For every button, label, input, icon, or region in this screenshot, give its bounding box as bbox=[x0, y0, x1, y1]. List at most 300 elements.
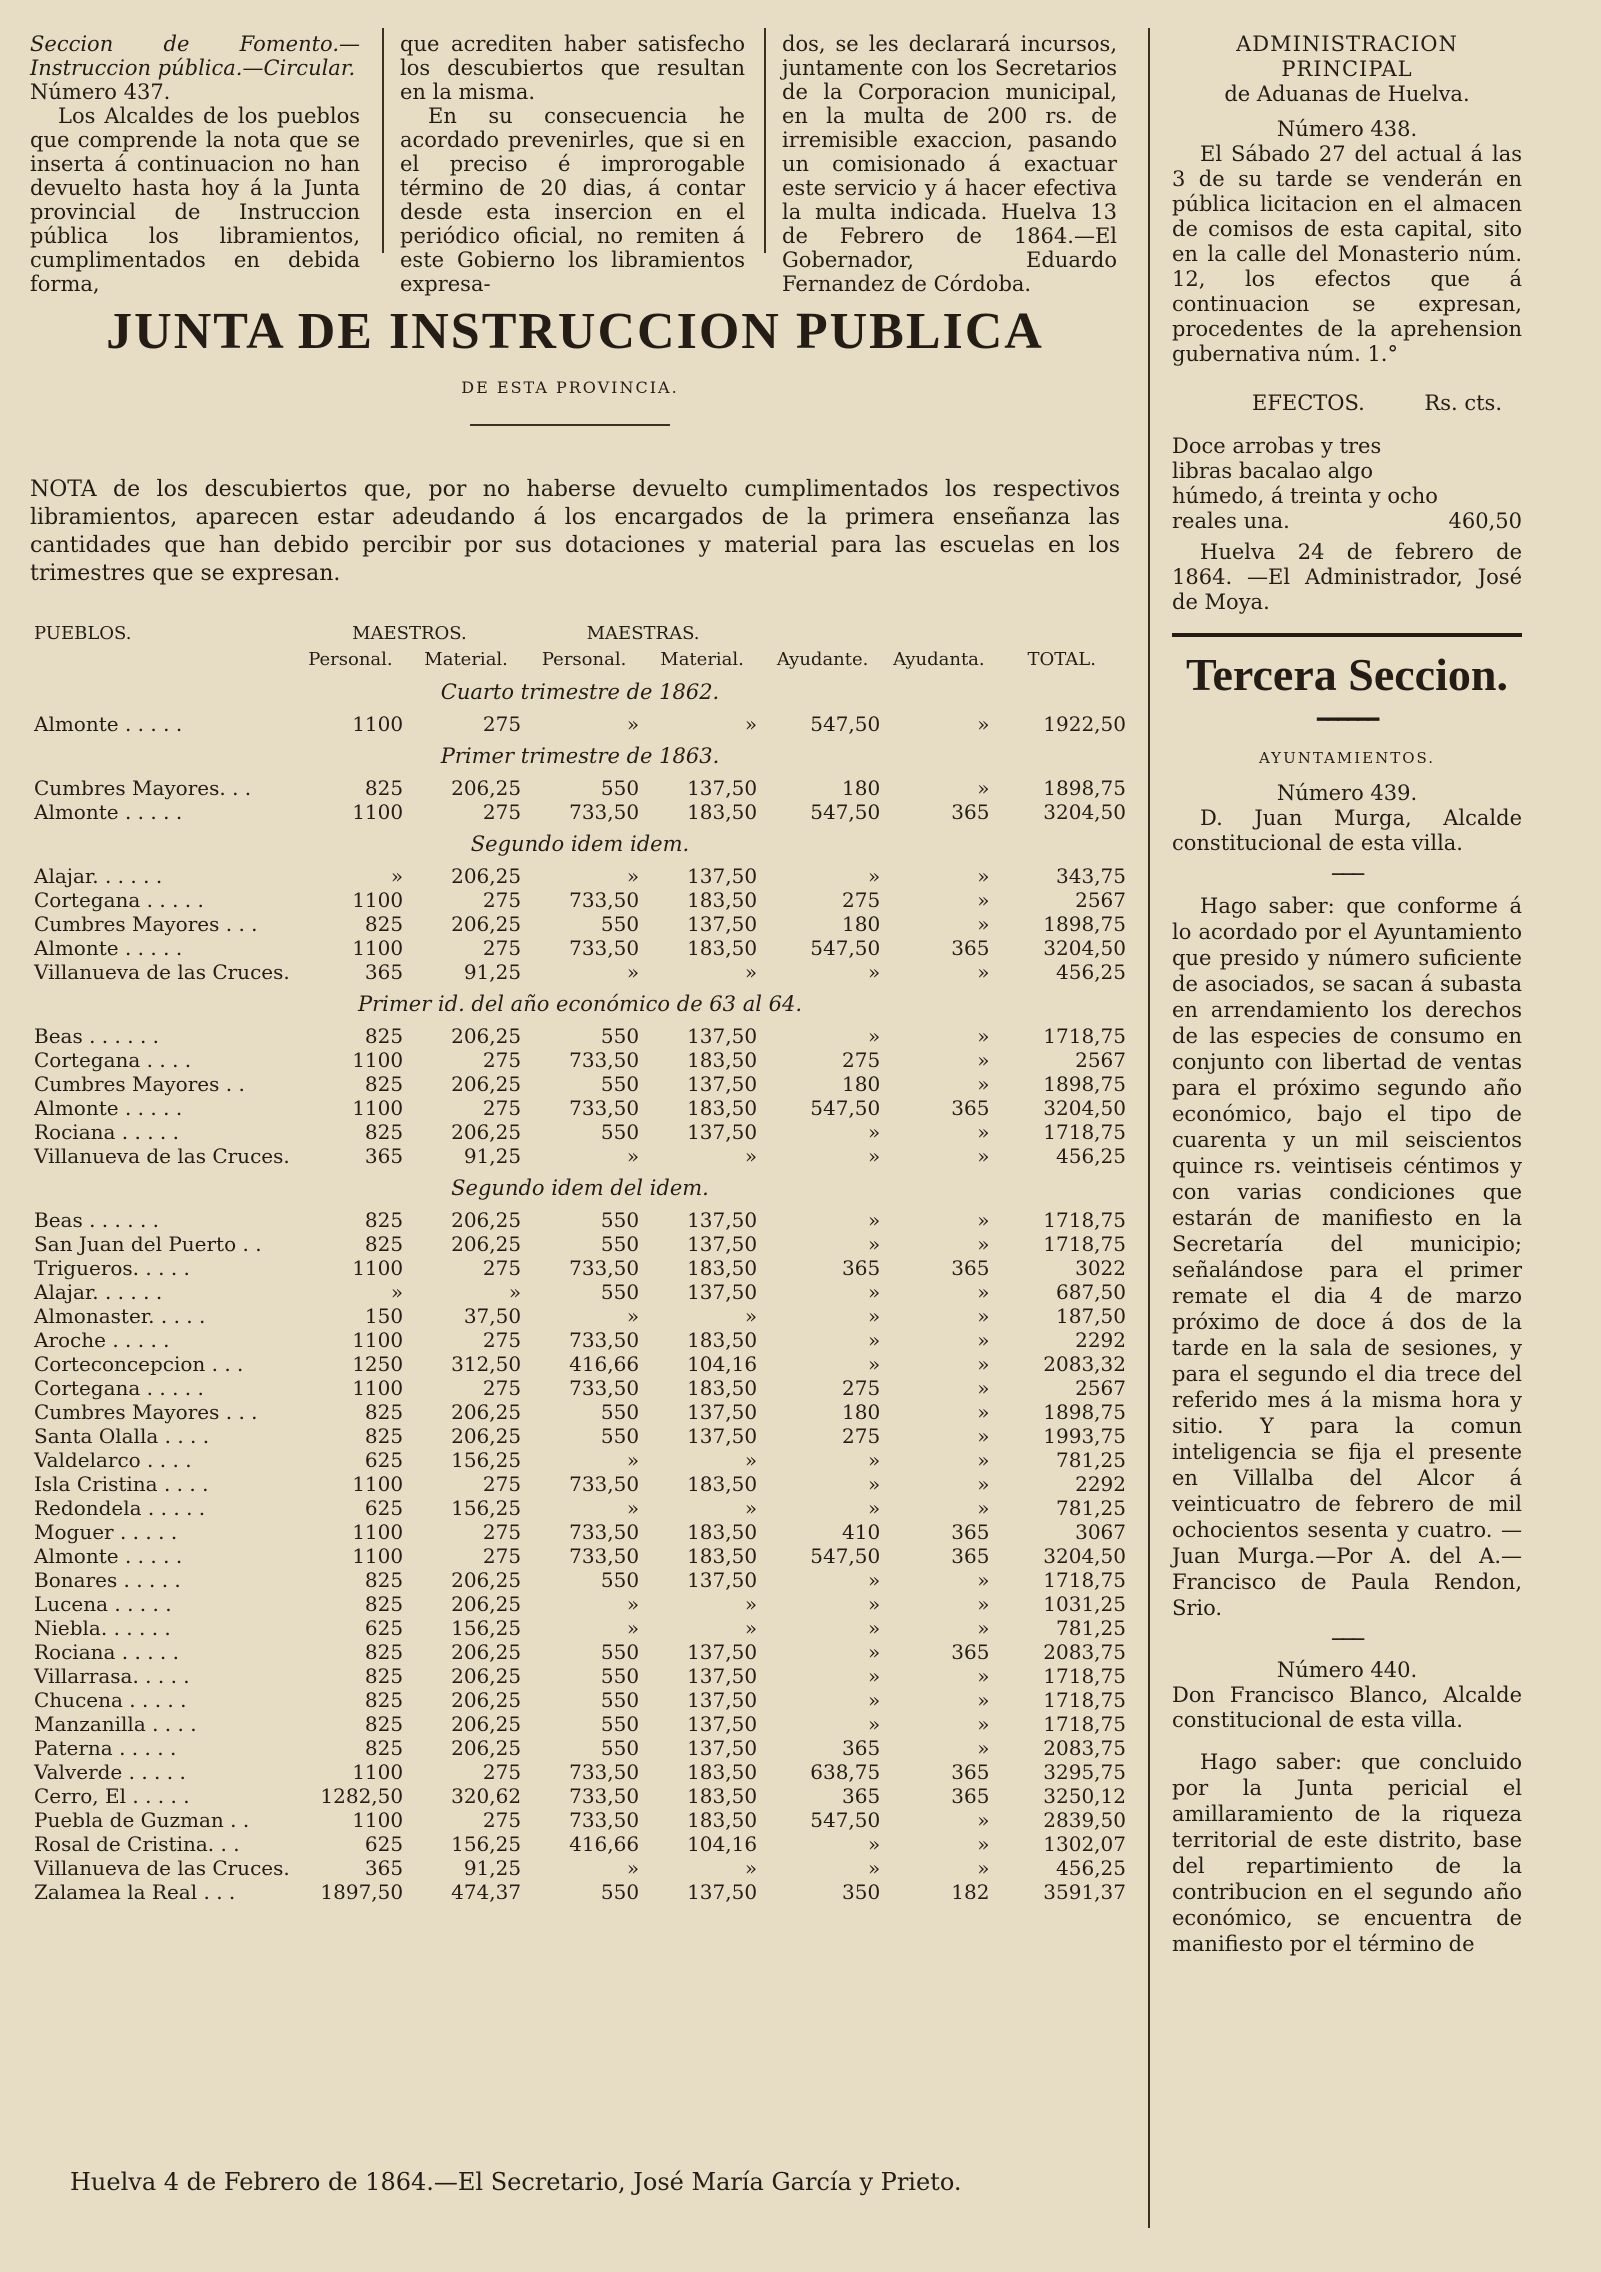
table-row bbox=[30, 1048, 1130, 1072]
table-row bbox=[30, 1520, 1130, 1544]
pueblo-cell: Valdelarco . . . . bbox=[34, 1448, 192, 1472]
pueblo-cell: Corteconcepcion . . . bbox=[34, 1352, 244, 1376]
pueblo-cell: Almonte . . . . . bbox=[34, 712, 183, 736]
value-cell: 183,50 bbox=[687, 1328, 758, 1352]
value-cell: 206,25 bbox=[451, 1736, 522, 1760]
value-cell: 275 bbox=[482, 1808, 522, 1832]
header-total: TOTAL. bbox=[1027, 648, 1096, 670]
value-cell: 625 bbox=[364, 1832, 404, 1856]
value-cell: » bbox=[977, 864, 990, 888]
pueblo-cell: Aroche . . . . . bbox=[34, 1328, 170, 1352]
header-pueblos: PUEBLOS. bbox=[34, 622, 132, 644]
value-cell: 206,25 bbox=[451, 1664, 522, 1688]
value-cell: » bbox=[626, 1592, 640, 1616]
value-cell: » bbox=[867, 1640, 881, 1664]
table-row bbox=[30, 1328, 1130, 1352]
value-cell: 1100 bbox=[352, 1808, 404, 1832]
value-cell: » bbox=[744, 1304, 758, 1328]
pueblo-cell: Chucena . . . . . bbox=[34, 1688, 187, 1712]
value-cell: 456,25 bbox=[1056, 1144, 1126, 1168]
value-cell: 1898,75 bbox=[1043, 912, 1126, 936]
value-cell: » bbox=[977, 1688, 990, 1712]
value-cell: 733,50 bbox=[569, 1256, 640, 1280]
value-cell: 1718,75 bbox=[1043, 1120, 1126, 1144]
efecto-value: 460,50 bbox=[1448, 509, 1522, 533]
value-cell: 365 bbox=[842, 1256, 881, 1280]
value-cell: 638,75 bbox=[810, 1760, 881, 1784]
value-cell: 733,50 bbox=[569, 1096, 640, 1120]
value-cell: 781,25 bbox=[1056, 1616, 1126, 1640]
descubiertos-table bbox=[30, 620, 1130, 1904]
table-row bbox=[30, 1208, 1130, 1232]
value-cell: 365 bbox=[951, 1640, 990, 1664]
value-cell: » bbox=[626, 1616, 640, 1640]
value-cell: 733,50 bbox=[569, 888, 640, 912]
value-cell: 1718,75 bbox=[1043, 1688, 1126, 1712]
value-cell: 825 bbox=[364, 1072, 404, 1096]
value-cell: » bbox=[977, 1664, 990, 1688]
table-row bbox=[30, 1400, 1130, 1424]
value-cell: 825 bbox=[364, 1208, 404, 1232]
pueblo-cell: Isla Cristina . . . . bbox=[34, 1472, 209, 1496]
circular-heading: Seccion de Fomento.—Instruccion pública.—Circular. bbox=[30, 32, 360, 80]
value-cell: 183,50 bbox=[687, 1096, 758, 1120]
value-cell: 206,25 bbox=[451, 1024, 522, 1048]
value-cell: 365 bbox=[951, 1096, 990, 1120]
value-cell: » bbox=[867, 1232, 881, 1256]
pueblo-cell: Cortegana . . . . bbox=[34, 1048, 192, 1072]
value-cell: 410 bbox=[842, 1520, 881, 1544]
header-row-columns bbox=[30, 646, 1130, 672]
value-cell: 183,50 bbox=[687, 1256, 758, 1280]
pueblo-cell: Villanueva de las Cruces. bbox=[34, 1144, 290, 1168]
value-cell: 2567 bbox=[1075, 888, 1126, 912]
value-cell: » bbox=[977, 1808, 990, 1832]
table-row bbox=[30, 1640, 1130, 1664]
value-cell: 1100 bbox=[352, 936, 404, 960]
value-cell: 137,50 bbox=[687, 1280, 758, 1304]
value-cell: 183,50 bbox=[687, 800, 758, 824]
value-cell: 825 bbox=[364, 1400, 404, 1424]
value-cell: 733,50 bbox=[569, 1472, 640, 1496]
value-cell: 733,50 bbox=[569, 1544, 640, 1568]
value-cell: » bbox=[977, 912, 990, 936]
period-title: Segundo idem del idem. bbox=[451, 1176, 709, 1200]
value-cell: 275 bbox=[842, 1048, 881, 1072]
value-cell: » bbox=[390, 1280, 404, 1304]
value-cell: 825 bbox=[364, 1664, 404, 1688]
circular-body-3: dos, se les declarará incursos, juntamente con los Secretarios de la Corporacion municipal, en la multa de 200 rs. de irremisible exaccion, pasando un comisionado á exactuar este servicio y á hacer efectiva la multa indicada. Huelva 13 de Febrero de 1864.—El Gobernador, Eduardo Fernandez de Córdoba. bbox=[782, 32, 1117, 296]
value-cell: 1100 bbox=[352, 1472, 404, 1496]
value-cell: 1100 bbox=[352, 800, 404, 824]
table-row bbox=[30, 1832, 1130, 1856]
value-cell: 550 bbox=[600, 1280, 640, 1304]
value-cell: 550 bbox=[600, 1568, 640, 1592]
circular-body-1: Los Alcaldes de los pueblos que comprende la nota que se inserta á continuacion no han devuelto hasta hoy á la Junta provincial de Instruccion pública los libramientos, cumplimentados en debida forma, bbox=[30, 104, 360, 296]
admin-title: ADMINISTRACION PRINCIPAL bbox=[1236, 32, 1458, 81]
value-cell: 206,25 bbox=[451, 1072, 522, 1096]
value-cell: 343,75 bbox=[1056, 864, 1126, 888]
value-cell: 456,25 bbox=[1056, 960, 1126, 984]
pueblo-cell: Redondela . . . . . bbox=[34, 1496, 206, 1520]
value-cell: 733,50 bbox=[569, 1784, 640, 1808]
value-cell: » bbox=[626, 1304, 640, 1328]
table-row bbox=[30, 912, 1130, 936]
value-cell: 137,50 bbox=[687, 1880, 758, 1904]
period-title: Primer id. del año económico de 63 al 64. bbox=[357, 992, 803, 1016]
circular-body-2a: que acrediten haber satisfecho los descubiertos que resultan en la misma. bbox=[400, 32, 745, 104]
value-cell: 183,50 bbox=[687, 1784, 758, 1808]
pueblo-cell: Almonaster. . . . . bbox=[34, 1304, 206, 1328]
header-personal-maestros: Personal. bbox=[308, 648, 393, 670]
value-cell: 1100 bbox=[352, 1048, 404, 1072]
value-cell: 365 bbox=[951, 1760, 990, 1784]
value-cell: » bbox=[626, 1856, 640, 1880]
value-cell: 1718,75 bbox=[1043, 1664, 1126, 1688]
value-cell: » bbox=[744, 1592, 758, 1616]
section-title: Tercera Seccion. bbox=[1186, 649, 1508, 700]
value-cell: » bbox=[390, 864, 404, 888]
value-cell: » bbox=[626, 1144, 640, 1168]
value-cell: 550 bbox=[600, 1120, 640, 1144]
value-cell: » bbox=[744, 1496, 758, 1520]
value-cell: » bbox=[867, 1568, 881, 1592]
value-cell: 365 bbox=[951, 936, 990, 960]
value-cell: 547,50 bbox=[810, 1096, 881, 1120]
value-cell: 137,50 bbox=[687, 776, 758, 800]
value-cell: 550 bbox=[600, 1024, 640, 1048]
period-row bbox=[30, 672, 1130, 712]
value-cell: 275 bbox=[842, 1376, 881, 1400]
pueblo-cell: Alajar. . . . . . bbox=[34, 1280, 163, 1304]
pueblo-cell: Lucena . . . . . bbox=[34, 1592, 172, 1616]
table-row bbox=[30, 1712, 1130, 1736]
value-cell: » bbox=[744, 1856, 758, 1880]
table-row bbox=[30, 1352, 1130, 1376]
pueblo-cell: Rosal de Cristina. . . bbox=[34, 1832, 240, 1856]
table-row bbox=[30, 960, 1130, 984]
value-cell: 365 bbox=[951, 1544, 990, 1568]
value-cell: 2292 bbox=[1075, 1472, 1126, 1496]
table-row bbox=[30, 776, 1130, 800]
value-cell: 275 bbox=[482, 1544, 522, 1568]
value-cell: 137,50 bbox=[687, 912, 758, 936]
value-cell: » bbox=[977, 1424, 990, 1448]
value-cell: 137,50 bbox=[687, 1688, 758, 1712]
header-maestras: MAESTRAS. bbox=[586, 622, 700, 644]
table-row bbox=[30, 1736, 1130, 1760]
value-cell: 91,25 bbox=[463, 960, 522, 984]
value-cell: » bbox=[977, 712, 990, 736]
value-cell: 137,50 bbox=[687, 1208, 758, 1232]
pueblo-cell: Almonte . . . . . bbox=[34, 1096, 183, 1120]
value-cell: 550 bbox=[600, 1664, 640, 1688]
value-cell: » bbox=[867, 1024, 881, 1048]
value-cell: » bbox=[867, 1120, 881, 1144]
value-cell: 183,50 bbox=[687, 1808, 758, 1832]
pueblo-cell: Almonte . . . . . bbox=[34, 1544, 183, 1568]
value-cell: 91,25 bbox=[463, 1144, 522, 1168]
value-cell: 104,16 bbox=[687, 1352, 758, 1376]
value-cell: 1898,75 bbox=[1043, 776, 1126, 800]
murga-body: Hago saber: que conforme á lo acordado por el Ayuntamiento que presido y número suficiente de asociados, se sacan á subasta en arrendamiento los derechos de las especies de consumo en conjunto con libertad de ventas para el próximo segundo año económico, bajo el tipo de cuarenta y un mil seiscientos quince rs. veintiseis céntimos y con varias condiciones que estarán de manifiesto en la Secretaría del municipio; señalándose para el primer remate el dia 4 de marzo próximo de doce á dos de la tarde en la sala de sesiones, y para el segundo el dia trece del referido mes á la misma hora y sitio. Y para la comun inteligencia se fija el presente en Villalba del Alcor á veinticuatro de febrero de mil ochocientos sesenta y cuatro. —Juan Murga.—Por A. del A.—Francisco de Paula Rendon, Srio. bbox=[1172, 894, 1522, 1620]
value-cell: 156,25 bbox=[451, 1448, 522, 1472]
pueblo-cell: Almonte . . . . . bbox=[34, 936, 183, 960]
value-cell: 156,25 bbox=[451, 1496, 522, 1520]
value-cell: 137,50 bbox=[687, 1640, 758, 1664]
value-cell: 825 bbox=[364, 1688, 404, 1712]
value-cell: 180 bbox=[842, 1400, 881, 1424]
value-cell: » bbox=[977, 1072, 990, 1096]
table-row bbox=[30, 1664, 1130, 1688]
value-cell: 187,50 bbox=[1056, 1304, 1126, 1328]
value-cell: 137,50 bbox=[687, 1024, 758, 1048]
table-row bbox=[30, 1448, 1130, 1472]
value-cell: 365 bbox=[951, 800, 990, 824]
value-cell: » bbox=[977, 888, 990, 912]
junta-title: JUNTA DE INSTRUCCION PUBLICA bbox=[106, 303, 1044, 360]
value-cell: 137,50 bbox=[687, 1120, 758, 1144]
value-cell: » bbox=[977, 1328, 990, 1352]
value-cell: 206,25 bbox=[451, 1120, 522, 1144]
value-cell: 183,50 bbox=[687, 1544, 758, 1568]
pueblo-cell: Almonte . . . . . bbox=[34, 800, 183, 824]
number-440: Número 440. bbox=[1276, 1658, 1418, 1682]
value-cell: 1100 bbox=[352, 1520, 404, 1544]
value-cell: 365 bbox=[842, 1784, 881, 1808]
circular-number: Número 437. bbox=[30, 80, 171, 104]
header-personal-maestras: Personal. bbox=[541, 648, 627, 670]
value-cell: 825 bbox=[364, 776, 404, 800]
period-title: Primer trimestre de 1863. bbox=[440, 744, 720, 768]
value-cell: » bbox=[867, 1712, 881, 1736]
value-cell: 1993,75 bbox=[1043, 1424, 1126, 1448]
value-cell: 825 bbox=[364, 1024, 404, 1048]
value-cell: » bbox=[508, 1280, 522, 1304]
value-cell: 733,50 bbox=[569, 1376, 640, 1400]
value-cell: 550 bbox=[600, 1880, 640, 1904]
value-cell: 550 bbox=[600, 1712, 640, 1736]
pueblo-cell: Puebla de Guzman . . bbox=[34, 1808, 250, 1832]
value-cell: 2292 bbox=[1075, 1328, 1126, 1352]
value-cell: » bbox=[977, 960, 990, 984]
pueblo-cell: Cortegana . . . . . bbox=[34, 1376, 204, 1400]
value-cell: 2083,75 bbox=[1043, 1640, 1126, 1664]
value-cell: 275 bbox=[482, 1256, 522, 1280]
value-cell: 206,25 bbox=[451, 1232, 522, 1256]
value-cell: 320,62 bbox=[451, 1784, 522, 1808]
value-cell: 550 bbox=[600, 1072, 640, 1096]
header-row-groups bbox=[30, 620, 1130, 646]
table-row bbox=[30, 1424, 1130, 1448]
value-cell: » bbox=[977, 1448, 990, 1472]
pueblo-cell: Cerro, El . . . . . bbox=[34, 1784, 190, 1808]
pueblo-cell: San Juan del Puerto . . bbox=[34, 1232, 262, 1256]
value-cell: 365 bbox=[364, 1856, 404, 1880]
value-cell: 3204,50 bbox=[1043, 936, 1126, 960]
value-cell: » bbox=[867, 1280, 881, 1304]
table-row bbox=[30, 1592, 1130, 1616]
value-cell: » bbox=[867, 864, 881, 888]
value-cell: 1100 bbox=[352, 1096, 404, 1120]
pueblo-cell: Cumbres Mayores . . . bbox=[34, 912, 258, 936]
value-cell: 183,50 bbox=[687, 1760, 758, 1784]
value-cell: 180 bbox=[842, 912, 881, 936]
value-cell: 137,50 bbox=[687, 1424, 758, 1448]
value-cell: » bbox=[977, 1304, 990, 1328]
value-cell: » bbox=[867, 1664, 881, 1688]
value-cell: » bbox=[977, 1120, 990, 1144]
value-cell: » bbox=[977, 1208, 990, 1232]
number-438: Número 438. bbox=[1276, 117, 1418, 141]
value-cell: 550 bbox=[600, 1208, 640, 1232]
pueblo-cell: Trigueros. . . . . bbox=[34, 1256, 190, 1280]
value-cell: 547,50 bbox=[810, 1808, 881, 1832]
value-cell: 550 bbox=[600, 1640, 640, 1664]
value-cell: » bbox=[977, 1856, 990, 1880]
value-cell: 206,25 bbox=[451, 776, 522, 800]
value-cell: » bbox=[977, 1376, 990, 1400]
value-cell: 206,25 bbox=[451, 1568, 522, 1592]
value-cell: 547,50 bbox=[810, 800, 881, 824]
table-row bbox=[30, 936, 1130, 960]
table-row bbox=[30, 1120, 1130, 1144]
circular-column-3 bbox=[782, 32, 1117, 296]
value-cell: 206,25 bbox=[451, 1592, 522, 1616]
value-cell: 416,66 bbox=[569, 1832, 640, 1856]
section-ornament-icon: ━━━━━━ bbox=[1316, 707, 1378, 731]
value-cell: 1898,75 bbox=[1043, 1400, 1126, 1424]
value-cell: 733,50 bbox=[569, 1808, 640, 1832]
value-cell: 825 bbox=[364, 1120, 404, 1144]
value-cell: 137,50 bbox=[687, 1232, 758, 1256]
value-cell: 137,50 bbox=[687, 1568, 758, 1592]
value-cell: 781,25 bbox=[1056, 1496, 1126, 1520]
nota-paragraph: NOTA de los descubiertos que, por no haberse devuelto cumplimentados los respectivos libramientos, aparecen estar adeudando á los encargados de la primera enseñanza las cantidades que han debido percibir por sus dotaciones y material para las escuelas en los trimestres que se expresan. bbox=[30, 477, 1120, 586]
table-row bbox=[30, 1760, 1130, 1784]
value-cell: 2839,50 bbox=[1043, 1808, 1126, 1832]
divider-ornament-icon: ─── bbox=[1331, 862, 1363, 886]
value-cell: 275 bbox=[482, 712, 522, 736]
value-cell: » bbox=[626, 1448, 640, 1472]
table-row bbox=[30, 800, 1130, 824]
value-cell: 180 bbox=[842, 776, 881, 800]
value-cell: 1718,75 bbox=[1043, 1568, 1126, 1592]
value-cell: 2083,32 bbox=[1043, 1352, 1126, 1376]
value-cell: » bbox=[977, 1048, 990, 1072]
table-row bbox=[30, 1808, 1130, 1832]
value-cell: » bbox=[744, 1616, 758, 1640]
value-cell: 1031,25 bbox=[1043, 1592, 1126, 1616]
value-cell: » bbox=[977, 1496, 990, 1520]
value-cell: 275 bbox=[482, 1472, 522, 1496]
value-cell: 275 bbox=[482, 1328, 522, 1352]
value-cell: 625 bbox=[364, 1496, 404, 1520]
admin-body: El Sábado 27 del actual á las 3 de su tarde se venderán en pública licitacion en el almacen de comisos de esta capital, sito en la calle del Monasterio núm. 12, los efectos que á continuacion se expresan, procedentes de la aprehension gubernativa núm. 1.° bbox=[1172, 142, 1522, 366]
value-cell: 275 bbox=[482, 1376, 522, 1400]
value-cell: 550 bbox=[600, 1232, 640, 1256]
value-cell: » bbox=[626, 712, 640, 736]
value-cell: » bbox=[867, 1592, 881, 1616]
value-cell: » bbox=[626, 864, 640, 888]
main-column-divider bbox=[1148, 28, 1150, 2228]
pueblo-cell: Valverde . . . . . bbox=[34, 1760, 186, 1784]
value-cell: 1302,07 bbox=[1043, 1832, 1126, 1856]
column-divider bbox=[382, 28, 384, 253]
value-cell: 1718,75 bbox=[1043, 1232, 1126, 1256]
value-cell: 687,50 bbox=[1056, 1280, 1126, 1304]
table-row bbox=[30, 1280, 1130, 1304]
value-cell: » bbox=[626, 960, 640, 984]
value-cell: 104,16 bbox=[687, 1832, 758, 1856]
value-cell: 781,25 bbox=[1056, 1448, 1126, 1472]
value-cell: » bbox=[977, 1144, 990, 1168]
pueblo-cell: Zalamea la Real . . . bbox=[34, 1880, 236, 1904]
table-row bbox=[30, 1144, 1130, 1168]
junta-subtitle: DE ESTA PROVINCIA. bbox=[461, 378, 679, 397]
period-row bbox=[30, 984, 1130, 1024]
table-row bbox=[30, 1688, 1130, 1712]
value-cell: » bbox=[744, 1144, 758, 1168]
pueblo-cell: Villarrasa. . . . . bbox=[34, 1664, 190, 1688]
value-cell: 206,25 bbox=[451, 1640, 522, 1664]
value-cell: 3250,12 bbox=[1043, 1784, 1126, 1808]
value-cell: 275 bbox=[482, 936, 522, 960]
value-cell: 275 bbox=[482, 1520, 522, 1544]
table-row bbox=[30, 1376, 1130, 1400]
value-cell: 3204,50 bbox=[1043, 800, 1126, 824]
value-cell: 275 bbox=[482, 1096, 522, 1120]
value-cell: » bbox=[977, 1400, 990, 1424]
value-cell: 550 bbox=[600, 776, 640, 800]
value-cell: » bbox=[977, 1024, 990, 1048]
value-cell: 275 bbox=[482, 1048, 522, 1072]
value-cell: 825 bbox=[364, 1568, 404, 1592]
table-row bbox=[30, 1472, 1130, 1496]
value-cell: » bbox=[977, 1616, 990, 1640]
value-cell: » bbox=[977, 1352, 990, 1376]
value-cell: 550 bbox=[600, 912, 640, 936]
value-cell: 3022 bbox=[1075, 1256, 1126, 1280]
value-cell: 206,25 bbox=[451, 1400, 522, 1424]
pueblo-cell: Beas . . . . . . bbox=[34, 1208, 160, 1232]
pueblo-cell: Niebla. . . . . . bbox=[34, 1616, 171, 1640]
value-cell: 2567 bbox=[1075, 1376, 1126, 1400]
period-row bbox=[30, 1168, 1130, 1208]
value-cell: 137,50 bbox=[687, 1072, 758, 1096]
value-cell: 137,50 bbox=[687, 1736, 758, 1760]
value-cell: 182 bbox=[951, 1880, 990, 1904]
value-cell: 1897,50 bbox=[320, 1880, 404, 1904]
value-cell: 3295,75 bbox=[1043, 1760, 1126, 1784]
value-cell: 2083,75 bbox=[1043, 1736, 1126, 1760]
value-cell: 625 bbox=[364, 1448, 404, 1472]
value-cell: 1100 bbox=[352, 1544, 404, 1568]
value-cell: 183,50 bbox=[687, 1520, 758, 1544]
value-cell: 1718,75 bbox=[1043, 1208, 1126, 1232]
value-cell: 150 bbox=[364, 1304, 404, 1328]
table-row bbox=[30, 888, 1130, 912]
value-cell: » bbox=[977, 1592, 990, 1616]
pueblo-cell: Rociana . . . . . bbox=[34, 1640, 179, 1664]
ayuntamientos-heading: AYUNTAMIENTOS. bbox=[1258, 749, 1436, 767]
value-cell: 456,25 bbox=[1056, 1856, 1126, 1880]
value-cell: 37,50 bbox=[463, 1304, 522, 1328]
blanco-heading: Don Francisco Blanco, Alcalde constitucional de esta villa. bbox=[1172, 1683, 1522, 1732]
header-material-maestros: Material. bbox=[424, 648, 508, 670]
value-cell: 206,25 bbox=[451, 1688, 522, 1712]
value-cell: » bbox=[977, 1832, 990, 1856]
